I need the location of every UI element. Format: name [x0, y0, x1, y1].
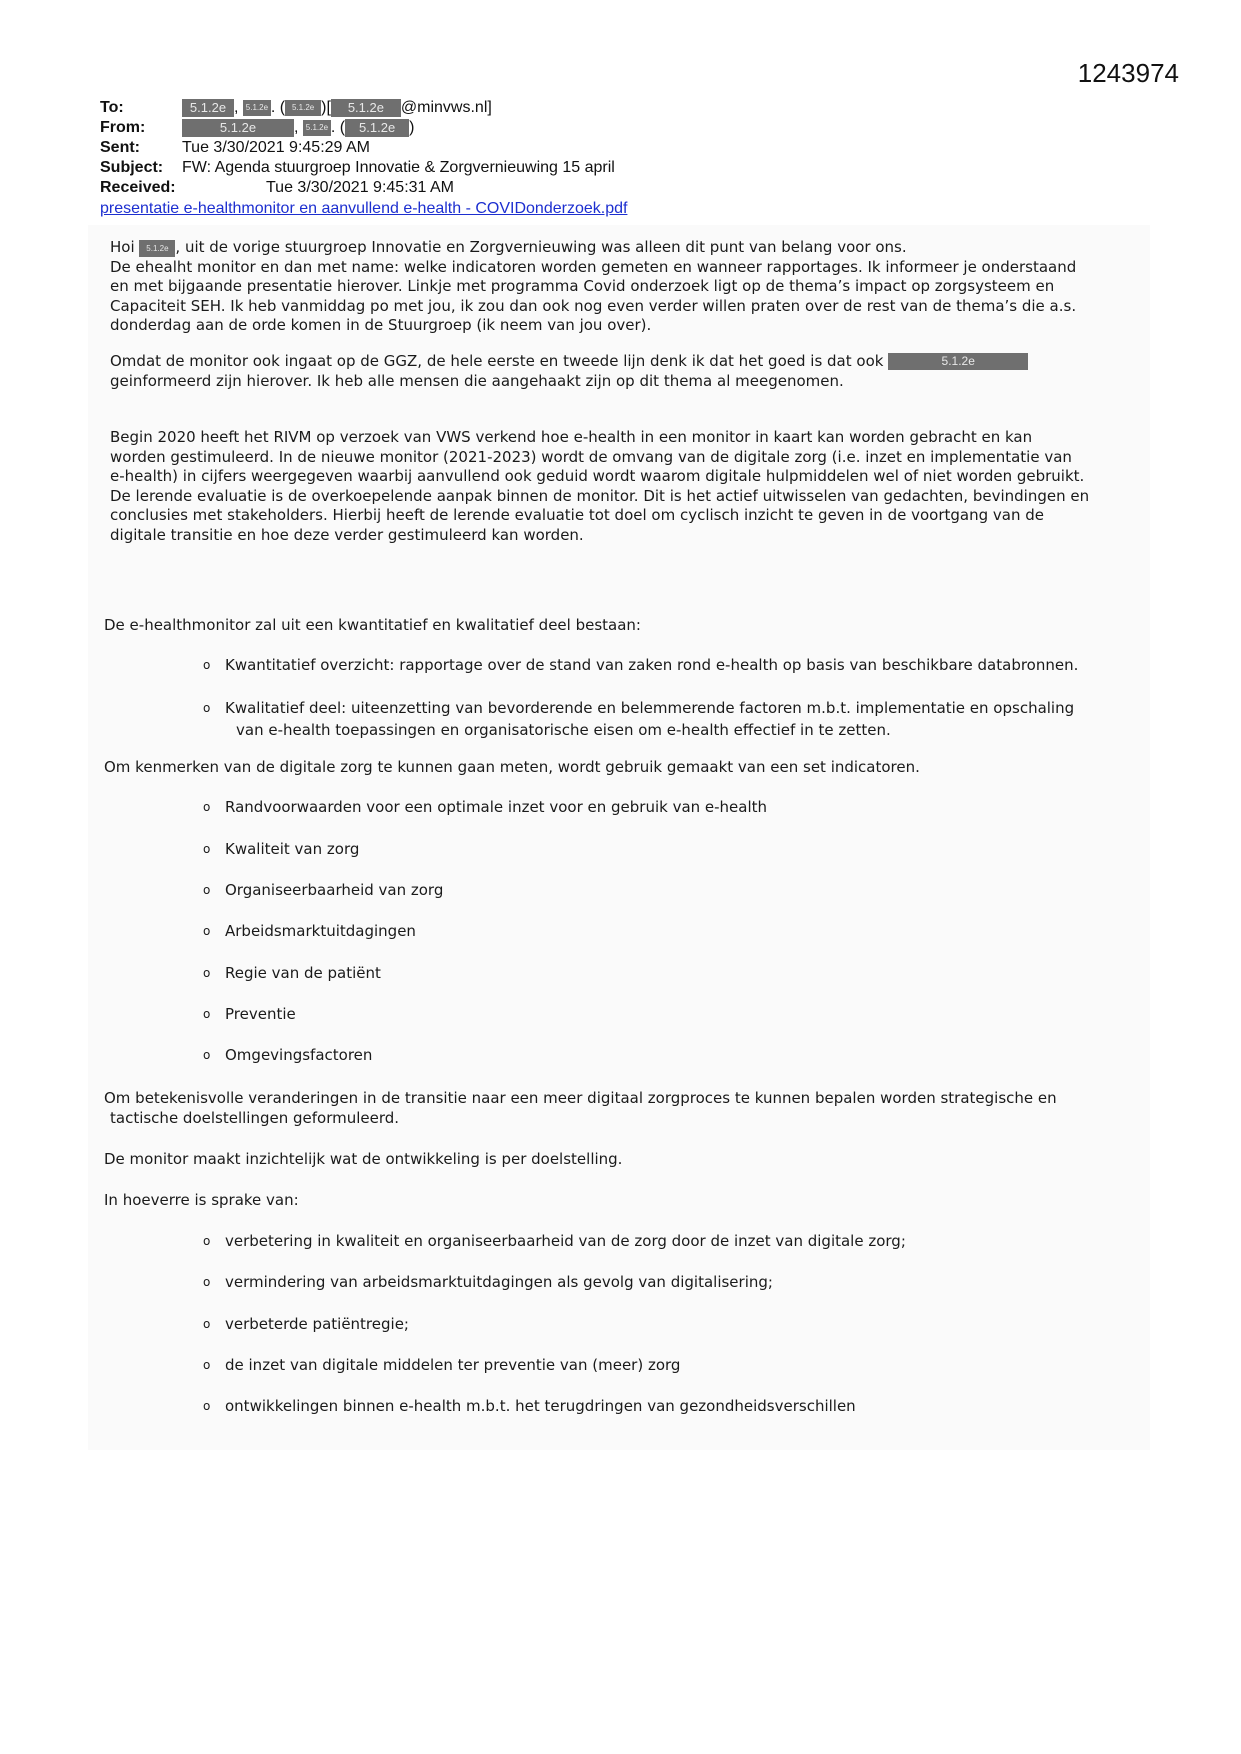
indicator-text: Arbeidsmarktuitdagingen — [225, 922, 416, 940]
separator: . ( — [270, 99, 286, 116]
indicator-text: Regie van de patiënt — [225, 964, 381, 982]
rivm-line: digitale transitie en hoe deze verder gestimuleerd kan worden. — [110, 525, 584, 544]
separator: . ( — [330, 119, 346, 136]
ggz-paragraph — [110, 352, 1130, 391]
redaction-box: 5.1.2e — [182, 119, 294, 137]
bullet-mark: o — [203, 842, 211, 856]
sent-row — [100, 138, 1000, 158]
indicator-item — [203, 964, 381, 982]
bullet-mark: o — [203, 658, 211, 672]
bullet-text-continuation: van e-health toepassingen en organisatorische eisen om e-health effectief in te zetten. — [236, 721, 891, 739]
separator: , — [234, 99, 239, 116]
monitor-bullet — [203, 697, 1074, 741]
to-label: To: — [100, 99, 124, 116]
separator: ) — [409, 119, 415, 136]
sent-label: Sent: — [100, 139, 140, 156]
from-value — [182, 118, 414, 138]
email-domain: @minvws.nl] — [400, 99, 492, 116]
rivm-line: De lerende evaluatie is de overkoepelende aanpak binnen de monitor. Dit is het actief uitwisselen van gedachten, bevindingen en — [110, 486, 1090, 505]
bullet-mark: o — [203, 1007, 211, 1021]
from-row — [100, 118, 1000, 138]
goals-paragraph — [104, 1089, 1124, 1128]
bullet-mark: o — [203, 1399, 211, 1413]
per-goal-text: De monitor maakt inzichtelijk wat de ontwikkeling is per doelstelling. — [104, 1150, 623, 1168]
monitor-bullet — [203, 656, 1078, 674]
bullet-mark: o — [203, 1358, 211, 1372]
greeting: Hoi — [110, 238, 135, 256]
intro-line-text: , uit de vorige stuurgroep Innovatie en Zorgvernieuwing was alleen dit punt van belang voor ons. — [175, 238, 907, 256]
from-label: From: — [100, 119, 146, 136]
question-text: ontwikkelingen binnen e-health m.b.t. het terugdringen van gezondheidsverschillen — [225, 1397, 856, 1415]
goals-line: Om betekenisvolle veranderingen in de transitie naar een meer digitaal zorgproces te kunnen bepalen worden strategische en — [104, 1089, 1057, 1107]
question-item — [203, 1356, 680, 1374]
indicator-item — [203, 881, 443, 899]
bullet-mark: o — [203, 1234, 211, 1248]
subject-row — [100, 158, 1000, 178]
bullet-mark: o — [203, 924, 211, 938]
bullet-mark: o — [203, 701, 211, 715]
to-row — [100, 98, 1000, 118]
intro-line: Capaciteit SEH. Ik heb vanmiddag po met jou, ik zou dan ook nog even verder willen praten over de rest van de thema’s die a.s. — [110, 296, 1077, 315]
email-header — [100, 98, 1000, 198]
redaction-box: 5.1.2e — [182, 99, 234, 117]
intro-line: De ehealht monitor en dan met name: welke indicatoren worden gemeten en wanneer rapportages. Ik informeer je onderstaand — [110, 257, 1077, 276]
question-text: verbetering in kwaliteit en organiseerbaarheid van de zorg door de inzet van digitale zorg; — [225, 1232, 906, 1250]
indicator-text: Omgevingsfactoren — [225, 1046, 373, 1064]
ggz-line-text: Omdat de monitor ook ingaat op de GGZ, de hele eerste en tweede lijn denk ik dat het goed is dat ook — [110, 352, 884, 370]
indicator-text: Preventie — [225, 1005, 296, 1023]
indicator-text: Randvoorwaarden voor een optimale inzet voor en gebruik van e-health — [225, 798, 768, 816]
redaction-box: 5.1.2e — [243, 100, 271, 116]
ggz-line — [110, 352, 1130, 372]
bullet-mark: o — [203, 966, 211, 980]
rivm-line: conclusies met stakeholders. Hierbij heeft de lerende evaluatie tot doel om cyclisch inzicht te geven in de voortgang van de — [110, 506, 1044, 524]
question-text: vermindering van arbeidsmarktuitdagingen als gevolg van digitalisering; — [225, 1273, 773, 1291]
intro-line — [110, 238, 1130, 258]
rivm-line: e-health) in cijfers weergegeven waarbij aanvullend ook geduid wordt waarom digitale hulpmiddelen wel of niet worden gebruikt. — [110, 467, 1085, 485]
rivm-line: worden gestimuleerd. In de nieuwe monitor (2021-2023) wordt de omvang van de digitale zorg (i.e. inzet en implementatie van — [110, 447, 1072, 466]
question-item — [203, 1232, 906, 1250]
intro-line: en met bijgaande presentatie hierover. Linkje met programma Covid onderzoek ligt op de thema’s impact op zorgsysteem en — [110, 277, 1055, 295]
indicator-item — [203, 840, 359, 858]
question-text: verbeterde patiëntregie; — [225, 1315, 409, 1333]
redaction-box: 5.1.2e — [345, 119, 409, 137]
received-value: Tue 3/30/2021 9:45:31 AM — [266, 179, 454, 196]
bullet-text: Kwantitatief overzicht: rapportage over de stand van zaken rond e-health op basis van beschikbare databronnen. — [225, 656, 1079, 674]
redaction-box: 5.1.2e — [285, 100, 321, 116]
question-item — [203, 1315, 409, 1333]
goals-line: tactische doelstellingen geformuleerd. — [110, 1108, 400, 1127]
page-background — [88, 225, 1150, 1450]
redaction-box: 5.1.2e — [139, 240, 175, 257]
indicator-text: Organiseerbaarheid van zorg — [225, 881, 444, 899]
redaction-box: 5.1.2e — [303, 120, 331, 136]
attachment-link[interactable]: presentatie e-healthmonitor en aanvullend e-health - COVIDonderzoek.pdf — [100, 200, 628, 217]
bullet-text: Kwalitatief deel: uiteenzetting van bevorderende en belemmerende factoren m.b.t. implementatie en opschaling — [225, 699, 1075, 717]
indicator-item — [203, 922, 416, 940]
indicator-item — [203, 1046, 372, 1064]
separator: )[ — [321, 99, 331, 116]
indicator-text: Kwaliteit van zorg — [225, 840, 360, 858]
subject-label: Subject: — [100, 159, 164, 176]
indicator-item — [203, 1005, 296, 1023]
rivm-line: Begin 2020 heeft het RIVM op verzoek van VWS verkend hoe e-health in een monitor in kaart kan worden gebracht en kan — [110, 428, 1033, 446]
question-intro: In hoeverre is sprake van: — [104, 1191, 299, 1209]
bullet-mark: o — [203, 1317, 211, 1331]
bullet-mark: o — [203, 800, 211, 814]
bullet-mark: o — [203, 1048, 211, 1062]
bullet-mark: o — [203, 883, 211, 897]
intro-line: donderdag aan de orde komen in de Stuurgroep (ik neem van jou over). — [110, 316, 652, 334]
question-text: de inzet van digitale middelen ter preventie van (meer) zorg — [225, 1356, 681, 1374]
question-item — [203, 1273, 773, 1291]
indicator-item — [203, 798, 767, 816]
bullet-mark: o — [203, 1275, 211, 1289]
document-number: 1243974 — [1077, 58, 1179, 88]
separator: , — [294, 119, 299, 136]
sent-value: Tue 3/30/2021 9:45:29 AM — [182, 139, 370, 156]
redaction-box: 5.1.2e — [331, 99, 401, 117]
to-value — [182, 98, 492, 118]
intro-paragraph — [110, 238, 1130, 336]
ggz-line: geinformeerd zijn hierover. Ik heb alle mensen die aangehaakt zijn op dit thema al meegenomen. — [110, 371, 844, 390]
question-item — [203, 1397, 856, 1415]
indicator-intro: Om kenmerken van de digitale zorg te kunnen gaan meten, wordt gebruik gemaakt van een set indicatoren. — [104, 758, 920, 776]
monitor-intro: De e-healthmonitor zal uit een kwantitatief en kwalitatief deel bestaan: — [104, 616, 641, 634]
received-row — [100, 178, 1000, 198]
received-label: Received: — [100, 179, 176, 196]
subject-value: FW: Agenda stuurgroep Innovatie & Zorgvernieuwing 15 april — [182, 159, 615, 176]
rivm-paragraph — [110, 428, 1130, 545]
redaction-box: 5.1.2e — [888, 353, 1028, 370]
